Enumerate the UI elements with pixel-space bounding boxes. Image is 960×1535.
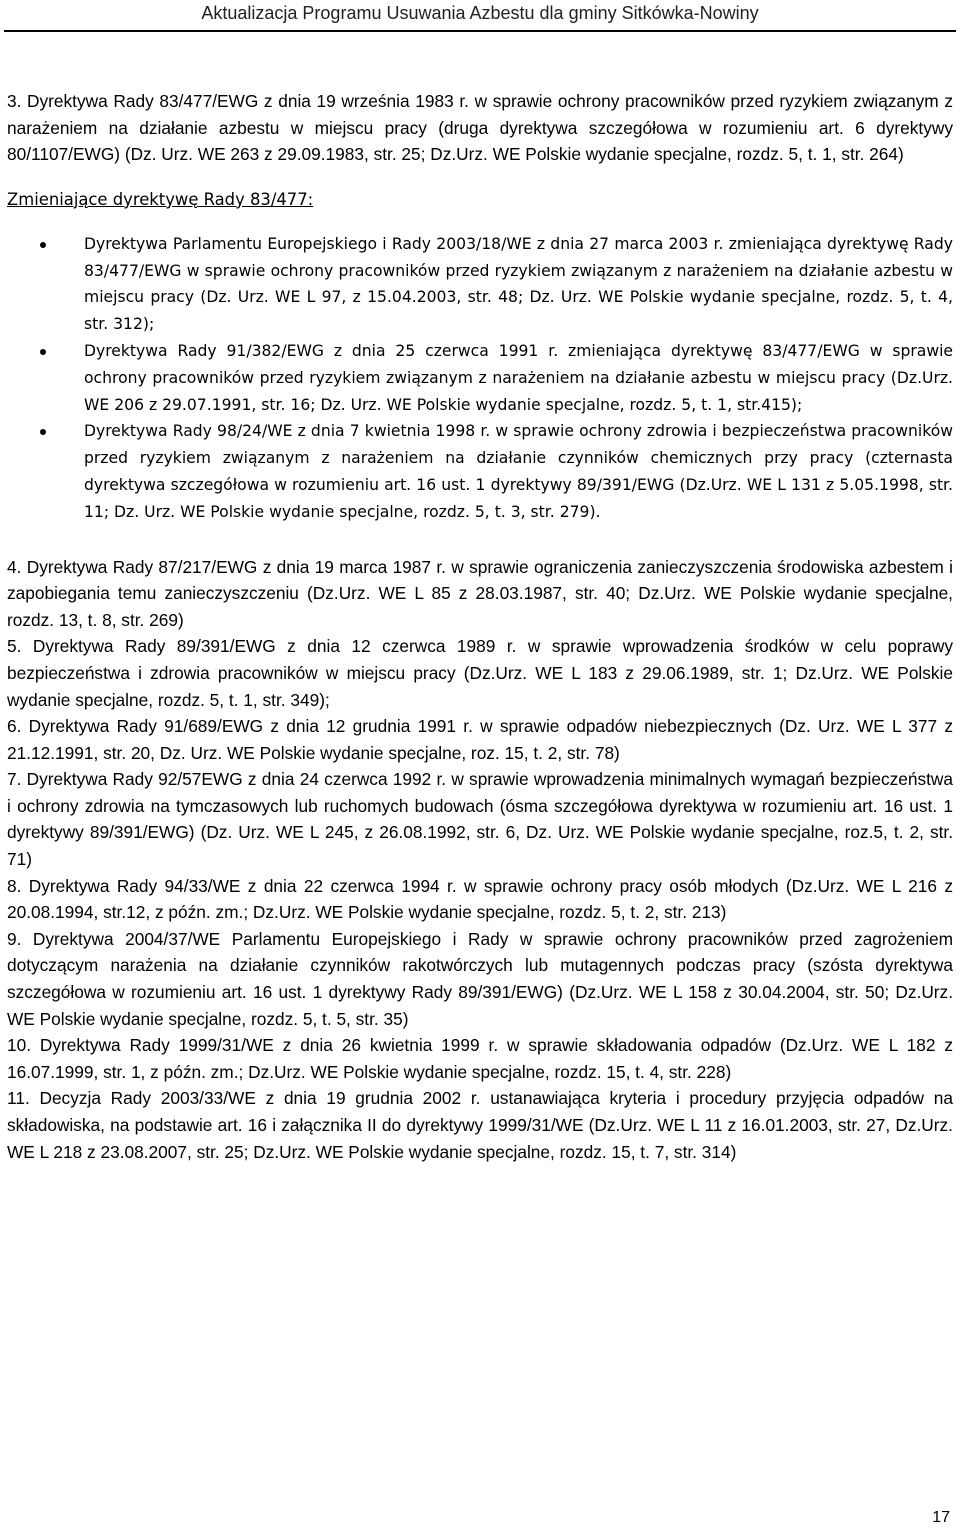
directive-item-8: 8. Dyrektywa Rady 94/33/WE z dnia 22 czerwca 1994 r. w sprawie ochrony pracy osób młodych (Dz.Urz. WE L 216 z 20.08.1994, str.12, z późn. zm.; Dz.Urz. WE Polskie wydanie specjalne, rozdz. 5, t. 2, str. 213) [7, 875, 953, 923]
amendments-list [7, 231, 953, 526]
amendment-item [7, 418, 953, 525]
page-header [0, 0, 960, 26]
bullet-icon [40, 242, 46, 248]
directive-item-3: 3. Dyrektywa Rady 83/477/EWG z dnia 19 września 1983 r. w sprawie ochrony pracowników przed ryzykiem związanym z narażeniem na działanie azbestu w miejscu pracy (druga dyrektywa szczegółowa w rozumieniu art. 6 dyrektywy 80/1107/EWG) (Dz. Urz. WE 263 z 29.09.1983, str. 25; Dz.Urz. WE Polskie wydanie specjalne, rozdz. 5, t. 1, str. 264) [7, 91, 953, 165]
amendments-heading: Zmieniające dyrektywę Rady 83/477: [7, 189, 314, 209]
page-number: 17 [932, 1509, 950, 1526]
document-body [7, 88, 953, 1165]
directive-item-9: 9. Dyrektywa 2004/37/WE Parlamentu Europejskiego i Rady w sprawie ochrony pracowników przed zagrożeniem dotyczącym narażenia na działanie czynników rakotwórczych lub mutagennych podczas pracy (szósta dyrektywa szczegółowa w rozumieniu art. 16 ust. 1 dyrektywy Rady 89/391/EWG) (Dz.Urz. WE L 158 z 30.04.2004, str. 50; Dz.Urz. WE Polskie wydanie specjalne, rozdz. 5, t. 5, str. 35) [7, 928, 953, 1029]
directive-item-6: 6. Dyrektywa Rady 91/689/EWG z dnia 12 grudnia 1991 r. w sprawie odpadów niebezpiecznych (Dz. Urz. WE L 377 z 21.12.1991, str. 20, Dz. Urz. WE Polskie wydanie specjalne, roz. 15, t. 2, str. 78) [7, 716, 953, 763]
directive-item-5: 5. Dyrektywa Rady 89/391/EWG z dnia 12 czerwca 1989 r. w sprawie wprowadzenia środków w celu poprawy bezpieczeństwa i zdrowia pracowników w miejscu pracy (Dz.Urz. WE L 183 z 29.06.1989, str. 1; Dz.Urz. WE Polskie wydanie specjalne, rozdz. 5, t. 1, str. 349); [7, 636, 953, 710]
bullet-icon [40, 429, 46, 435]
directive-item-4: 4. Dyrektywa Rady 87/217/EWG z dnia 19 marca 1987 r. w sprawie ograniczenia zanieczyszczenia środowiska azbestem i zapobiegania temu zanieczyszczeniu (Dz.Urz. WE L 85 z 28.03.1987, str. 40; Dz.Urz. WE Polskie wydanie specjalne, rozdz. 13, t. 8, str. 269) [7, 556, 953, 630]
directive-item-7: 7. Dyrektywa Rady 92/57EWG z dnia 24 czerwca 1992 r. w sprawie wprowadzenia minimalnych wymagań bezpieczeństwa i ochrony zdrowia na tymczasowych lub ruchomych budowach (ósma szczegółowa dyrektywa w rozumieniu art. 16 ust. 1 dyrektywy 89/391/EWG) (Dz. Urz. WE L 245, z 26.08.1992, str. 6, Dz. Urz. WE Polskie wydanie specjalne, roz.5, t. 2, str. 71) [7, 769, 953, 870]
amendment-item [7, 338, 953, 418]
amendment-text: Dyrektywa Parlamentu Europejskiego i Rady 2003/18/WE z dnia 27 marca 2003 r. zmieniająca dyrektywę Rady 83/477/EWG w sprawie ochrony pracowników przed ryzykiem związanym z narażeniem na działanie azbestu w miejscu pracy (Dz. Urz. WE L 97, z 15.04.2003, str. 48; Dz. Urz. WE Polskie wydanie specjalne, rozdz. 5, t. 4, str. 312); [84, 234, 953, 334]
directive-item-10: 10. Dyrektywa Rady 1999/31/WE z dnia 26 kwietnia 1999 r. w sprawie składowania odpadów (Dz.Urz. WE L 182 z 16.07.1999, str. 1, z późn. zm.; Dz.Urz. WE Polskie wydanie specjalne, rozdz. 15, t. 4, str. 228) [7, 1035, 953, 1082]
amendment-text: Dyrektywa Rady 98/24/WE z dnia 7 kwietnia 1998 r. w sprawie ochrony zdrowia i bezpieczeństwa pracowników przed ryzykiem związanym z narażeniem na działanie czynników chemicznych przy pracy (czternasta dyrektywa szczegółowa w rozumieniu art. 16 ust. 1 dyrektywy 89/391/EWG (Dz.Urz. WE L 131 z 5.05.1998, str. 11; Dz. Urz. WE Polskie wydanie specjalne, rozdz. 5, t. 3, str. 279). [84, 422, 953, 521]
directive-item-11: 11. Decyzja Rady 2003/33/WE z dnia 19 grudnia 2002 r. ustanawiająca kryteria i procedury przyjęcia odpadów na składowiska, na podstawie art. 16 i załącznika II do dyrektywy 1999/31/WE (Dz.Urz. WE L 11 z 16.01.2003, str. 27, Dz.Urz. WE L 218 z 23.08.2007, str. 25; Dz.Urz. WE Polskie wydanie specjalne, rozdz. 15, t. 7, str. 314) [7, 1088, 953, 1162]
bullet-icon [40, 349, 46, 355]
amendment-item [7, 231, 953, 338]
header-divider [4, 30, 956, 32]
amendment-text: Dyrektywa Rady 91/382/EWG z dnia 25 czerwca 1991 r. zmieniająca dyrektywę 83/477/EWG w sprawie ochrony pracowników przed ryzykiem związanym z narażeniem na działanie azbestu w miejscu pracy (Dz.Urz. WE 206 z 29.07.1991, str. 16; Dz. Urz. WE Polskie wydanie specjalne, rozdz. 5, t. 1, str.415); [84, 341, 953, 414]
header-title: Aktualizacja Programu Usuwania Azbestu dla gminy Sitkówka-Nowiny [201, 3, 759, 23]
